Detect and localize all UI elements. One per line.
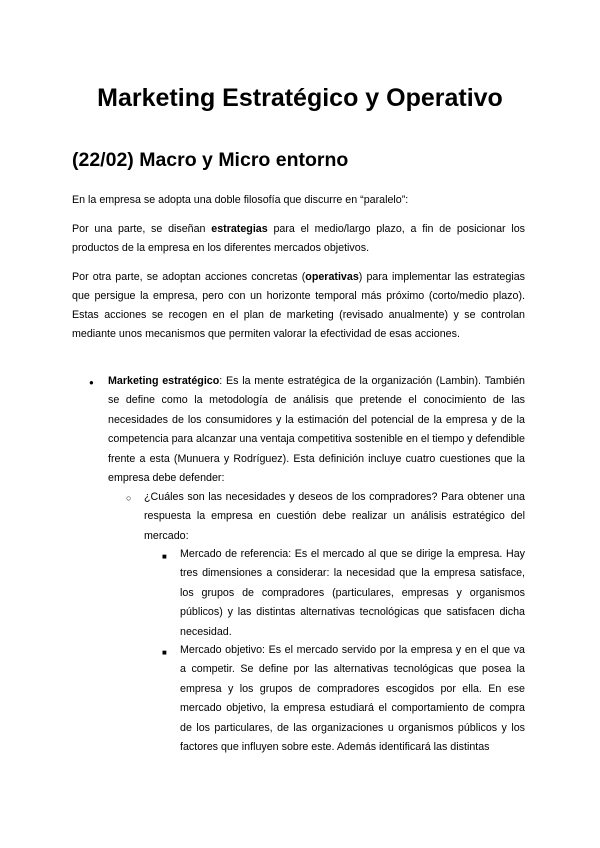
bullet-level1-icon: ● [89, 378, 94, 387]
operations-paragraph [72, 268, 525, 344]
strategies-bold: estrategias [211, 223, 268, 235]
list-item-marketing-estrategico [108, 372, 525, 488]
document-title: Marketing Estratégico y Operativo [97, 84, 503, 112]
sub-sub-item-mercado-objetivo [180, 641, 525, 757]
bullet-level3-icon: ■ [162, 552, 167, 561]
list-item-text: : Es la mente estratégica de la organización (Lambin). También se define como la metodología de análisis que pretende el conocimiento de las necesidades de los consumidores y la estimación del potencial de la empresa y de la competencia para alcanzar una ventaja competitiva sostenible en el tiempo y defendible frente a esta (Munuera y Rodríguez). Esta definición incluye cuatro cuestiones que la empresa debe defender: [108, 375, 525, 485]
sub-sub-item-mercado-referencia [180, 545, 525, 642]
section-heading: (22/02) Macro y Micro entorno [72, 149, 349, 171]
intro-text: En la empresa se adopta una doble filosofía que discurre en “paralelo”: [72, 194, 409, 206]
sub-sub-item-text: Mercado objetivo: Es el mercado servido por la empresa y en el que va a competir. Se define por las alternativas tecnológicas que posea la empresa y los grupos de compradores escogidos por ella. En ese mercado objetivo, la empresa estudiará el comportamiento de compra de los particulares, de las organizaciones u organismos públicos y los factores que influyen sobre este. Además identificará las distintas [180, 644, 525, 754]
strategies-paragraph [72, 220, 525, 258]
list-item-bold: Marketing estratégico [108, 375, 220, 387]
sub-list-item-necesidades [144, 488, 525, 546]
operations-text-before: Por otra parte, se adoptan acciones concretas ( [72, 271, 306, 283]
bullet-level3-icon: ■ [162, 648, 167, 657]
strategies-text-before: Por una parte, se diseñan [72, 223, 212, 235]
bullet-level2-icon: ○ [126, 493, 132, 503]
operations-text-after: ) para implementar las estrategias que persigue la empresa, pero con un horizonte temporal más próximo (corto/medio plazo). Estas acciones se recogen en el plan de marketing (revisado anualmente) y se controlan mediante unos mecanismos que permiten valorar la efectividad de esas acciones. [72, 271, 525, 340]
strategies-text-after: para el medio/largo plazo, a fin de posicionar los productos de la empresa en los diferentes mercados objetivos. [72, 223, 525, 254]
operations-bold: operativas [305, 271, 359, 283]
sub-list-item-text: ¿Cuáles son las necesidades y deseos de los compradores? Para obtener una respuesta la empresa en cuestión debe realizar un análisis estratégico del mercado: [144, 491, 525, 542]
intro-paragraph [72, 191, 525, 210]
sub-sub-item-text: Mercado de referencia: Es el mercado al que se dirige la empresa. Hay tres dimensiones a considerar: la necesidad que la empresa satisface, los grupos de compradores (particulares, empresas y organismos públicos) y las distintas alternativas tecnológicas que satisfacen dicha necesidad. [180, 548, 525, 638]
